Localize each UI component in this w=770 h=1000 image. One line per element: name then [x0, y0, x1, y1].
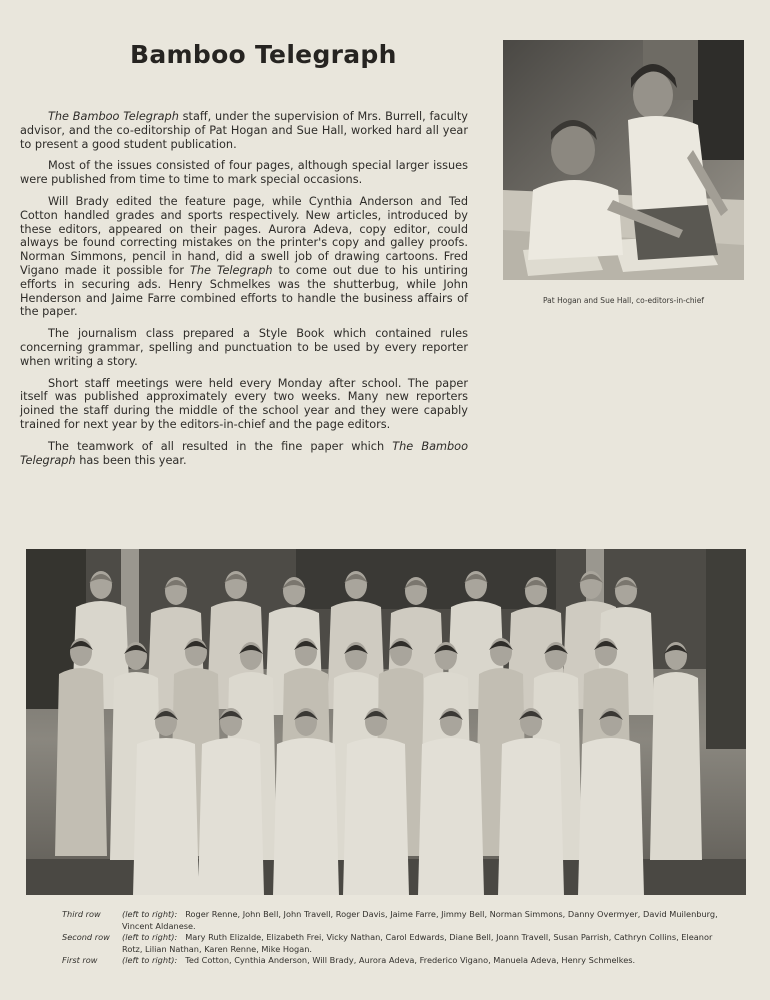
paragraph-4: The journalism class prepared a Style Book which contained rules concerning grammar, spelling and punctuation to be used by every reporter when writing a story. [20, 327, 468, 368]
paragraph-3 [20, 195, 468, 319]
names-list: Mary Ruth Elizalde, Elizabeth Frei, Vicky Nathan, Carol Edwards, Diane Bell, Joann Travell, Susan Parrish, Cathryn Collins, Eleanor Rotz, Lilian Nathan, Karen Renne, Mike Hogan. [122, 932, 713, 954]
publication-name: The Telegraph [189, 263, 273, 277]
left-to-right-label: (left to right): [122, 909, 178, 919]
row-names [122, 932, 732, 955]
paragraph-6-text-a: The teamwork of all resulted in the fine paper which [48, 439, 393, 453]
paragraph-1 [20, 110, 468, 151]
row-names [122, 909, 732, 932]
left-to-right-label: (left to right): [122, 932, 178, 943]
caption-third-row [62, 909, 732, 932]
paragraph-2: Most of the issues consisted of four pages, although special larger issues were published from time to time to mark special occasions. [20, 159, 468, 187]
co-editors-caption: Pat Hogan and Sue Hall, co-editors-in-chief [542, 296, 704, 305]
left-to-right-label: (left to right): [122, 955, 178, 966]
row-label: Third row [62, 909, 101, 919]
names-list: Roger Renne, John Bell, John Travell, Roger Davis, Jaime Farre, Jimmy Bell, Norman Simmons, Danny Overmyer, David Muilenburg, Vincent Aldanese. [122, 909, 718, 931]
paragraph-3-text-a: Will Brady edited the feature page, while Cynthia Anderson and Ted Cotton handled grades and sports respectively. New articles, introduced by these editors, appeared on their pages. Aurora Adeva, copy editor, could always be found correcting mistakes on the printer's copy and galley proofs. Norman Simmons, pencil in hand, did a swell job of drawing cartoons. Fred Vigano made it possible for [20, 194, 468, 277]
article-body [20, 110, 468, 475]
staff-group-photo [26, 549, 746, 895]
publication-name: The Bamboo Telegraph [20, 439, 468, 467]
paragraph-6-text-b: has been this year. [75, 453, 187, 467]
paragraph-6 [20, 440, 468, 468]
caption-first-row [62, 955, 732, 967]
paragraph-3-text-b: to come out due to his untiring efforts in securing ads. Henry Schmelkes was the shutterbug, while John Henderson and Jaime Farre combined efforts to handle the business affairs of the paper. [20, 263, 469, 319]
row-label: Second row [62, 932, 110, 943]
row-label: First row [62, 955, 98, 966]
names-list: Ted Cotton, Cynthia Anderson, Will Brady, Aurora Adeva, Frederico Vigano, Manuela Adeva, Henry Schmelkes. [185, 955, 636, 966]
paragraph-5: Short staff meetings were held every Monday after school. The paper itself was published approximately every two weeks. Many new reporters joined the staff during the middle of the school year and they were capably trained for next year by the editors-in-chief and the page editors. [20, 376, 468, 431]
publication-name: The Bamboo Telegraph [48, 110, 179, 123]
row-names [122, 955, 732, 967]
co-editors-photo [503, 40, 744, 280]
paragraph-1-text: staff, under the supervision of Mrs. Burrell, faculty advisor, and the co-editorship of Pat Hogan and Sue Hall, worked hard all year to present a good student publication. [20, 110, 468, 151]
page-title: Bamboo Telegraph [130, 40, 397, 69]
group-photo-captions [62, 909, 732, 967]
caption-second-row [62, 932, 732, 955]
